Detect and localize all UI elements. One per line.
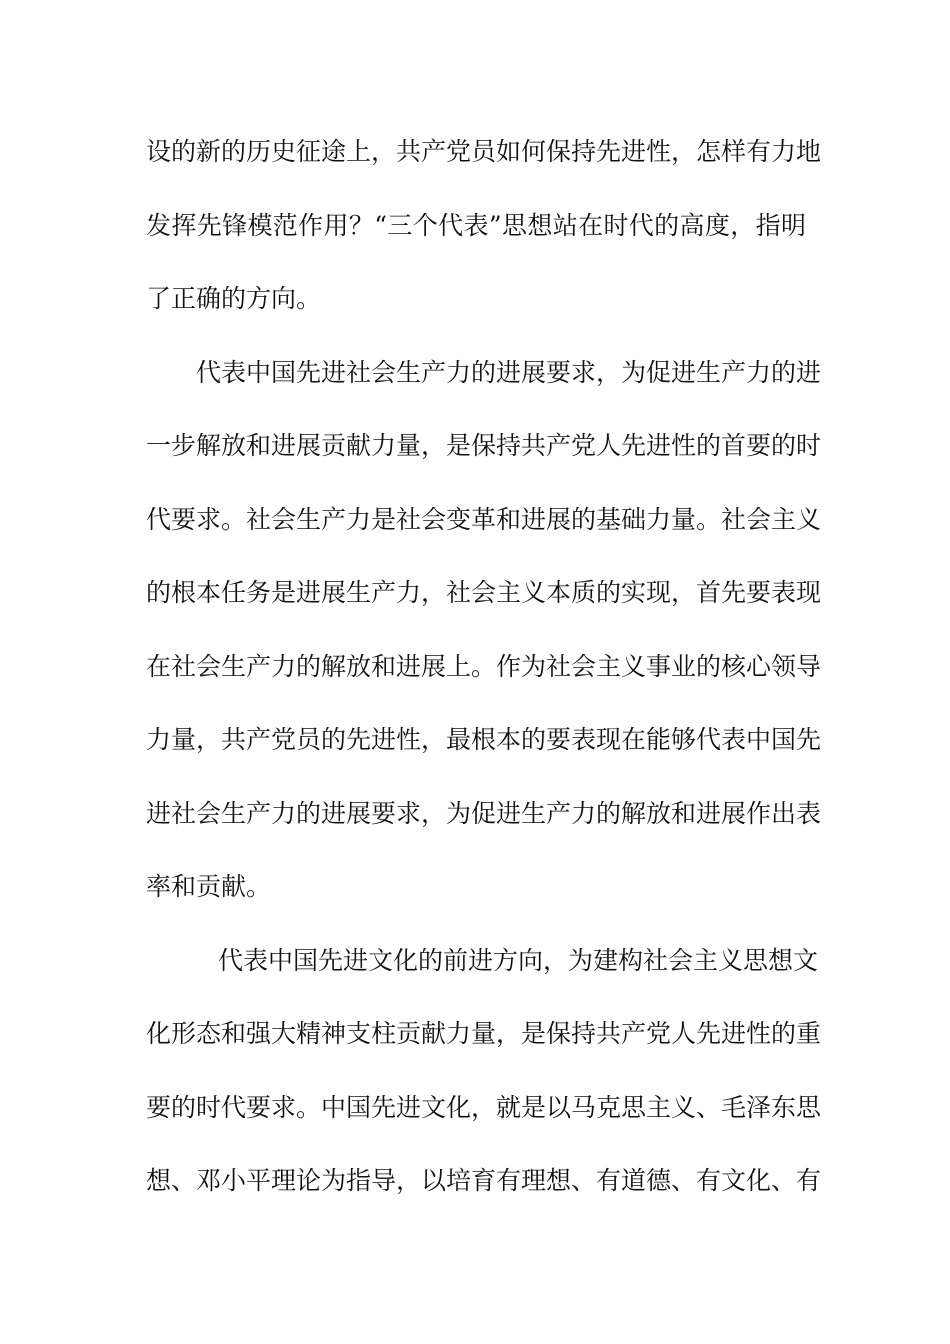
text-line: 在社会生产力的解放和进展上。作为社会主义事业的核心领导 (146, 651, 822, 681)
text-line: 要的时代要求。中国先进文化，就是以马克思主义、毛泽东思 (146, 1092, 822, 1122)
paragraph-first-line: 代表中国先进社会生产力的进展要求，为促进生产力的进 (196, 357, 822, 387)
text-line: 的根本任务是进展生产力，社会主义本质的实现，首先要表现 (146, 578, 822, 607)
text-line: 一步解放和进展贡献力量，是保持共产党人先进性的首要的时 (146, 431, 822, 460)
body-text (146, 128, 822, 1231)
text-line: 代要求。社会生产力是社会变革和进展的基础力量。社会主义 (146, 504, 822, 534)
text-line: 化形态和强大精神支柱贡献力量，是保持共产党人先进性的重 (146, 1019, 822, 1048)
text-line: 发挥先锋模范作用？“三个代表”思想站在时代的高度，指明 (146, 210, 806, 240)
text-line: 想、邓小平理论为指导，以培育有理想、有道德、有文化、有 (146, 1166, 822, 1195)
text-line: 力量，共产党员的先进性，最根本的要表现在能够代表中国先 (146, 725, 822, 754)
text-line: 了正确的方向。 (146, 284, 322, 313)
text-line: 进社会生产力的进展要求，为促进生产力的解放和进展作出表 (146, 798, 822, 828)
text-line: 率和贡献。 (146, 872, 272, 901)
paragraph-first-line: 代表中国先进文化的前进方向，为建构社会主义思想文 (218, 945, 819, 975)
text-line: 设的新的历史征途上，共产党员如何保持先进性，怎样有力地 (146, 137, 822, 166)
